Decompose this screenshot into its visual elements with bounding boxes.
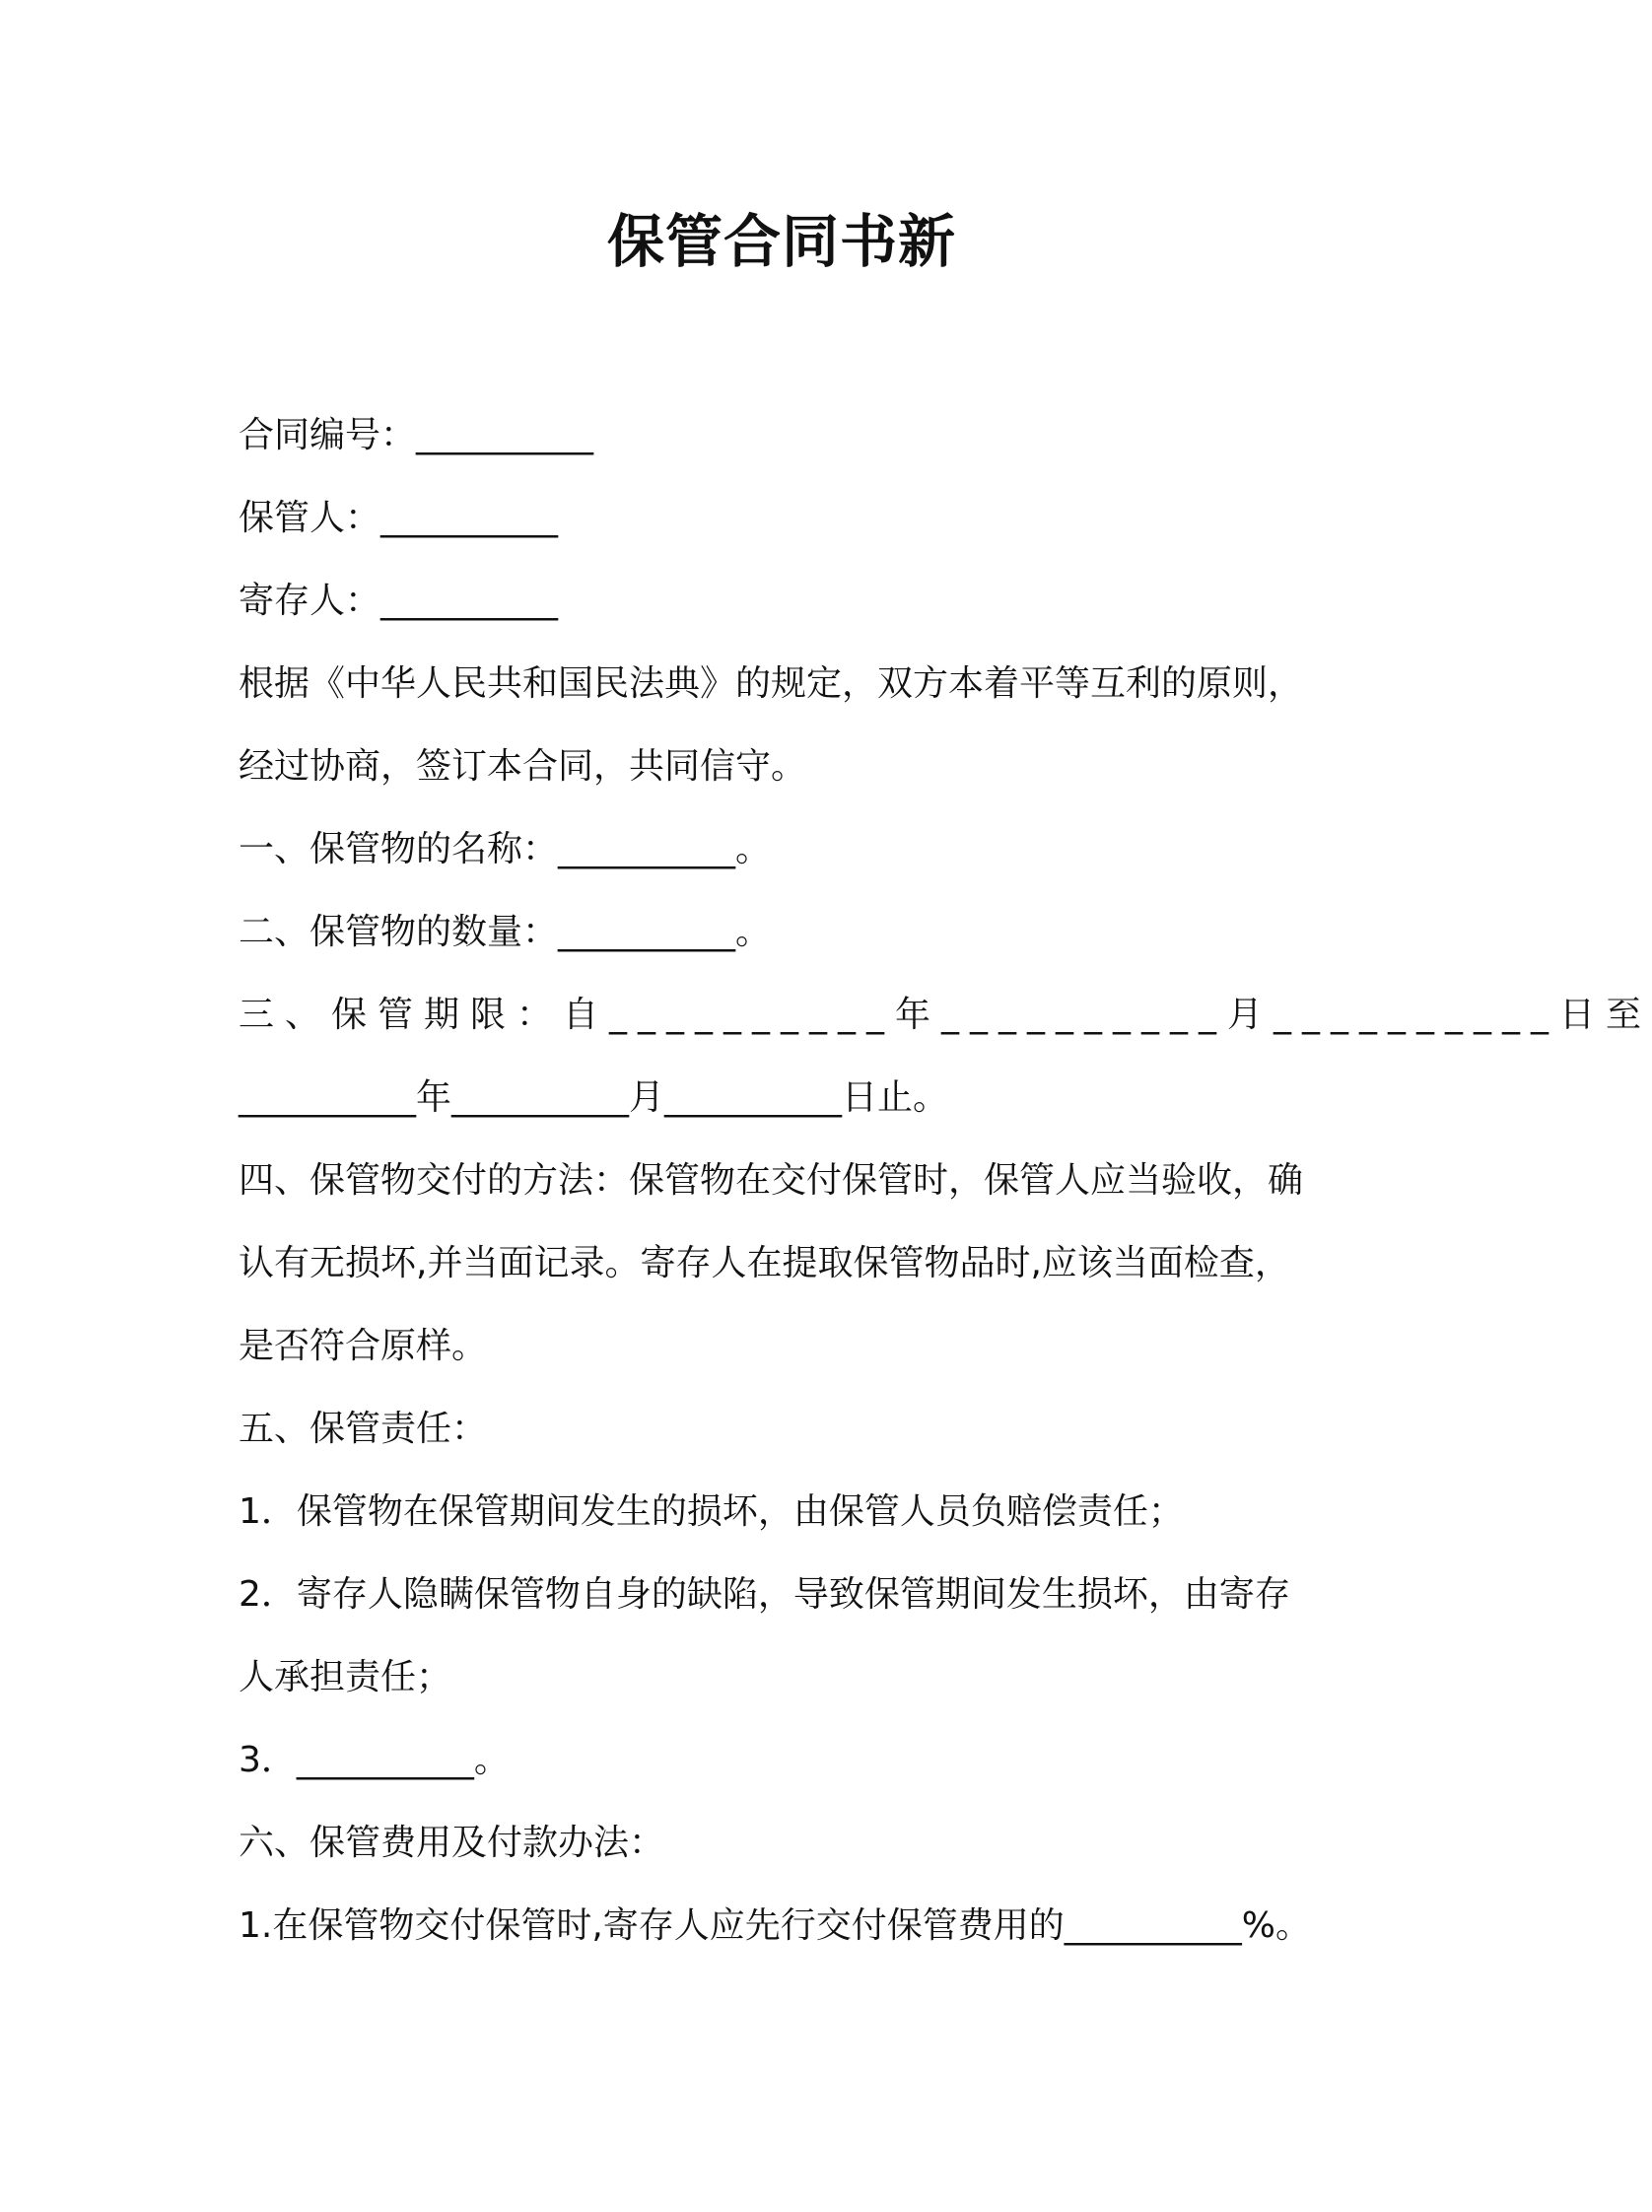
clause-5-heading: 五、保管责任： [239, 1409, 488, 1449]
clause-4-delivery-line-3: 是否符合原样。 [239, 1326, 488, 1366]
clause-1-item-name: 一、保管物的名称：__________。 [239, 829, 772, 869]
depositor-line: 寄存人：__________ [239, 581, 559, 621]
clause-5-item-2-line-2: 人承担责任； [239, 1657, 452, 1697]
clause-4-delivery-line-2: 认有无损坏,并当面记录。寄存人在提取保管物品时,应该当面检查， [239, 1243, 1290, 1283]
custodian-line: 保管人：__________ [239, 498, 559, 538]
clause-6-heading: 六、保管费用及付款办法： [239, 1823, 665, 1863]
document-body [239, 394, 1652, 1968]
contract-number-line: 合同编号：__________ [239, 415, 594, 455]
clause-5-item-2-line-1: 2．寄存人隐瞒保管物自身的缺陷，导致保管期间发生损坏，由寄存 [239, 1574, 1290, 1615]
document-title: 保管合同书新 [606, 208, 956, 275]
clause-4-delivery-line-1: 四、保管物交付的方法：保管物在交付保管时，保管人应当验收，确 [239, 1160, 1304, 1201]
preamble-line-2: 经过协商，签订本合同，共同信守。 [239, 746, 807, 787]
clause-3-period-line-2: __________年__________月__________日止。 [239, 1077, 949, 1118]
clause-3-period-line-1: 三、保管期限：自__________年__________月__________日至 [239, 995, 1652, 1035]
clause-5-item-1: 1．保管物在保管期间发生的损坏，由保管人员负赔偿责任； [239, 1491, 1184, 1532]
clause-6-item-1: 1.在保管物交付保管时,寄存人应先行交付保管费用的__________%。 [239, 1905, 1311, 1946]
preamble-line-1: 根据《中华人民共和国民法典》的规定，双方本着平等互利的原则， [239, 663, 1304, 704]
clause-2-item-quantity: 二、保管物的数量：__________。 [239, 912, 772, 952]
clause-5-item-3: 3．__________。 [239, 1740, 510, 1780]
